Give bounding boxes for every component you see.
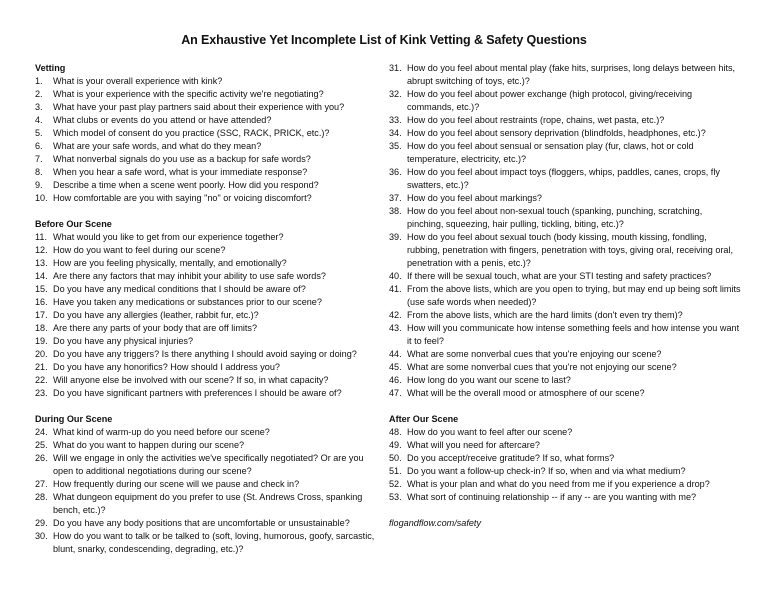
question-number: 10. [35, 193, 48, 203]
question-text: How do you feel about sensual or sensation play (fur, claws, hot or cold temperature, electricity, etc.)? [407, 141, 694, 164]
section-before-our-scene [35, 218, 380, 400]
question-item [389, 166, 741, 192]
question-number: 48. [389, 427, 402, 437]
question-text: Do you accept/receive gratitude? If so, what forms? [407, 453, 615, 463]
question-number: 37. [389, 193, 402, 203]
question-number: 22. [35, 375, 48, 385]
question-number: 47. [389, 388, 402, 398]
question-number: 27. [35, 479, 48, 489]
question-item [35, 192, 380, 205]
question-number: 36. [389, 167, 402, 177]
question-text: What is your overall experience with kink? [53, 76, 223, 86]
footer-url[interactable]: flogandflow.com/safety [389, 518, 481, 528]
document-title: An Exhaustive Yet Incomplete List of Kink Vetting & Safety Questions [181, 33, 587, 47]
question-text: How frequently during our scene will we pause and check in? [53, 479, 300, 489]
question-item [35, 296, 380, 309]
question-text: How do you feel about non-sexual touch (spanking, punching, scratching, pinching, squeezing, hair pulling, tickling, biting, etc.)? [407, 206, 703, 229]
question-number: 19. [35, 336, 48, 346]
question-item [389, 439, 741, 452]
question-text: Are there any factors that may inhibit your ability to use safe words? [53, 271, 326, 281]
question-text: Have you taken any medications or substances prior to our scene? [53, 297, 322, 307]
question-text: Are there any parts of your body that are off limits? [53, 323, 258, 333]
question-item [35, 517, 380, 530]
question-item [35, 426, 380, 439]
question-number: 38. [389, 206, 402, 216]
question-text: How are you feeling physically, mentally, and emotionally? [53, 258, 287, 268]
section-continued [389, 62, 741, 400]
question-text: What are your safe words, and what do they mean? [53, 141, 262, 151]
question-number: 9. [35, 180, 43, 190]
question-text: What is your plan and what do you need from me if you experience a drop? [407, 479, 710, 489]
question-text: How do you feel about markings? [407, 193, 542, 203]
question-number: 50. [389, 453, 402, 463]
question-item [389, 426, 741, 439]
question-number: 4. [35, 115, 43, 125]
question-text: How do you feel about sexual touch (body kissing, mouth kissing, fondling, rubbing, penetration with fingers, penetration with toys, giving oral, receiving oral, penetration with a penis, etc.)? [407, 232, 734, 268]
question-item [389, 127, 741, 140]
question-item [35, 283, 380, 296]
question-item [35, 179, 380, 192]
question-number: 52. [389, 479, 402, 489]
question-number: 34. [389, 128, 402, 138]
question-text: How do you want to feel during our scene? [53, 245, 226, 255]
question-item [35, 361, 380, 374]
question-text: What nonverbal signals do you use as a backup for safe words? [53, 154, 311, 164]
question-text: Describe a time when a scene went poorly. How did you respond? [53, 180, 319, 190]
question-text: How do you feel about sensory deprivation (blindfolds, headphones, etc.)? [407, 128, 706, 138]
section-heading: During Our Scene [35, 414, 113, 424]
question-text: Which model of consent do you practice (SSC, RACK, PRICK, etc.)? [53, 128, 330, 138]
question-item [35, 127, 380, 140]
question-number: 16. [35, 297, 48, 307]
question-item [35, 439, 380, 452]
question-number: 12. [35, 245, 48, 255]
question-item [35, 140, 380, 153]
right-column [389, 62, 741, 530]
question-item [35, 452, 380, 478]
question-text: How do you want to talk or be talked to (soft, loving, humorous, goofy, sarcastic, blunt, snarky, condescending, degrading, etc.)? [53, 531, 375, 554]
question-item [389, 205, 741, 231]
question-number: 46. [389, 375, 402, 385]
question-text: How do you feel about power exchange (high protocol, giving/receiving commands, etc.)? [407, 89, 693, 112]
question-number: 31. [389, 63, 402, 73]
question-text: What would you like to get from our experience together? [53, 232, 284, 242]
question-number: 23. [35, 388, 48, 398]
question-item [389, 374, 741, 387]
section-heading: Vetting [35, 63, 66, 73]
question-item [389, 283, 741, 309]
question-number: 28. [35, 492, 48, 502]
question-item [389, 114, 741, 127]
question-number: 51. [389, 466, 402, 476]
question-number: 24. [35, 427, 48, 437]
section-heading: After Our Scene [389, 414, 459, 424]
question-item [35, 231, 380, 244]
question-number: 25. [35, 440, 48, 450]
question-number: 53. [389, 492, 402, 502]
question-text: What are some nonverbal cues that you're not enjoying our scene? [407, 362, 677, 372]
question-number: 17. [35, 310, 48, 320]
question-number: 21. [35, 362, 48, 372]
question-text: How do you feel about impact toys (floggers, whips, paddles, canes, crops, fly swatters, etc.)? [407, 167, 720, 190]
question-number: 6. [35, 141, 43, 151]
question-text: Do you have any physical injuries? [53, 336, 194, 346]
question-number: 18. [35, 323, 48, 333]
question-text: Will anyone else be involved with our scene? If so, in what capacity? [53, 375, 329, 385]
question-number: 30. [35, 531, 48, 541]
question-item [35, 88, 380, 101]
question-text: Do you have any body positions that are uncomfortable or unsustainable? [53, 518, 350, 528]
question-number: 49. [389, 440, 402, 450]
question-text: Do you have any triggers? Is there anything I should avoid saying or doing? [53, 349, 357, 359]
question-number: 1. [35, 76, 43, 86]
question-text: What do you want to happen during our scene? [53, 440, 245, 450]
section-during-our-scene [35, 413, 380, 556]
question-text: How long do you want our scene to last? [407, 375, 571, 385]
question-text: When you hear a safe word, what is your immediate response? [53, 167, 308, 177]
question-number: 15. [35, 284, 48, 294]
question-item [35, 114, 380, 127]
question-item [389, 231, 741, 270]
question-item [389, 322, 741, 348]
question-text: If there will be sexual touch, what are your STI testing and safety practices? [407, 271, 712, 281]
question-item [389, 387, 741, 400]
question-item [35, 374, 380, 387]
question-item [35, 348, 380, 361]
question-text: How comfortable are you with saying "no" or voicing discomfort? [53, 193, 312, 203]
question-text: What sort of continuing relationship -- if any -- are you wanting with me? [407, 492, 697, 502]
question-number: 20. [35, 349, 48, 359]
question-number: 8. [35, 167, 43, 177]
question-item [389, 62, 741, 88]
question-text: What kind of warm-up do you need before our scene? [53, 427, 270, 437]
question-item [35, 244, 380, 257]
question-number: 39. [389, 232, 402, 242]
question-item [35, 322, 380, 335]
question-item [35, 478, 380, 491]
question-number: 29. [35, 518, 48, 528]
question-item [35, 75, 380, 88]
question-number: 44. [389, 349, 402, 359]
question-number: 45. [389, 362, 402, 372]
question-item [35, 270, 380, 283]
question-number: 32. [389, 89, 402, 99]
question-text: What have your past play partners said about their experience with you? [53, 102, 345, 112]
question-text: What are some nonverbal cues that you're enjoying our scene? [407, 349, 662, 359]
question-text: Do you have any allergies (leather, rabbit fur, etc.)? [53, 310, 259, 320]
question-number: 26. [35, 453, 48, 463]
question-item [389, 465, 741, 478]
question-item [35, 387, 380, 400]
question-number: 40. [389, 271, 402, 281]
question-number: 7. [35, 154, 43, 164]
question-item [389, 140, 741, 166]
question-item [35, 491, 380, 517]
question-text: What clubs or events do you attend or have attended? [53, 115, 272, 125]
question-item [35, 166, 380, 179]
question-text: What is your experience with the specific activity we're negotiating? [53, 89, 324, 99]
question-item [389, 491, 741, 504]
question-number: 2. [35, 89, 43, 99]
question-item [35, 335, 380, 348]
question-number: 43. [389, 323, 402, 333]
section-after-our-scene [389, 413, 741, 504]
question-text: From the above lists, which are you open to trying, but may end up being soft limits (use safe words when needed)? [407, 284, 741, 307]
question-item [35, 309, 380, 322]
question-text: Do you have any medical conditions that I should be aware of? [53, 284, 306, 294]
question-number: 14. [35, 271, 48, 281]
question-item [35, 153, 380, 166]
question-item [389, 88, 741, 114]
question-text: Will we engage in only the activities we've specifically negotiated? Or are you open to additional negotiations during our scene? [53, 453, 364, 476]
question-number: 13. [35, 258, 48, 268]
question-item [389, 192, 741, 205]
question-number: 11. [35, 232, 47, 242]
question-text: How will you communicate how intense something feels and how intense you want it to feel? [407, 323, 740, 346]
question-number: 41. [389, 284, 402, 294]
question-text: Do you have any honorifics? How should I address you? [53, 362, 280, 372]
question-item [389, 361, 741, 374]
question-item [35, 530, 380, 556]
question-text: What will you need for aftercare? [407, 440, 540, 450]
question-text: How do you feel about restraints (rope, chains, wet pasta, etc.)? [407, 115, 665, 125]
question-text: What dungeon equipment do you prefer to use (St. Andrews Cross, spanking bench, etc.)? [53, 492, 363, 515]
section-heading: Before Our Scene [35, 219, 112, 229]
question-number: 5. [35, 128, 43, 138]
question-item [389, 452, 741, 465]
question-text: How do you feel about mental play (fake hits, surprises, long delays between hits, abrupt switching of toys, etc.)? [407, 63, 736, 86]
question-number: 35. [389, 141, 402, 151]
question-item [35, 101, 380, 114]
question-item [389, 348, 741, 361]
question-text: What will be the overall mood or atmosphere of our scene? [407, 388, 645, 398]
section-vetting [35, 62, 380, 205]
question-number: 3. [35, 102, 43, 112]
question-item [389, 270, 741, 283]
question-text: How do you want to feel after our scene? [407, 427, 573, 437]
question-item [35, 257, 380, 270]
question-item [389, 478, 741, 491]
question-text: Do you want a follow-up check-in? If so, when and via what medium? [407, 466, 686, 476]
question-text: Do you have significant partners with preferences I should be aware of? [53, 388, 342, 398]
left-column [35, 62, 380, 569]
question-number: 33. [389, 115, 402, 125]
question-number: 42. [389, 310, 402, 320]
question-text: From the above lists, which are the hard limits (don't even try them)? [407, 310, 683, 320]
question-item [389, 309, 741, 322]
